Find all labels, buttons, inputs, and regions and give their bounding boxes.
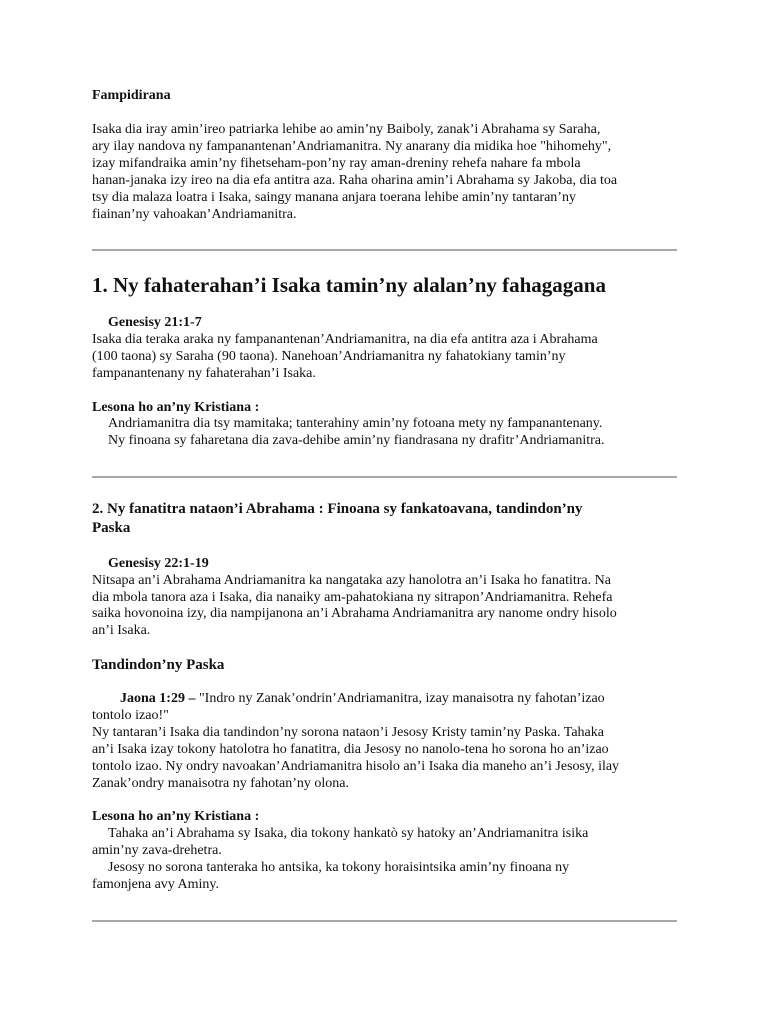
verse-line xyxy=(120,690,605,707)
section2-lesson-heading: Lesona ho an’ny Kristiana : xyxy=(92,809,260,824)
section1-line: fampanantenany ny fahaterahan’i Isaka. xyxy=(92,366,316,381)
section2-lesson-item: Jesosy no sorona tanteraka ho antsika, ka tokony horaisintsika amin’ny finoana ny xyxy=(108,860,570,875)
section1-ref: Genesisy 21:1-7 xyxy=(108,315,202,330)
section2-ref: Genesisy 22:1-19 xyxy=(108,556,209,571)
section2-lesson-item-cont: amin’ny zava-drehetra. xyxy=(92,843,222,858)
verse-ref: Jaona 1:29 xyxy=(120,691,185,706)
section2-lesson-item: Tahaka an’i Abrahama sy Isaka, dia tokony hankatò sy hatoky an’Andriamanitra isika xyxy=(108,826,589,841)
section1-line: Isaka dia teraka araka ny fampanantenan’Andriamanitra, na dia efa antitra aza i Abrahama xyxy=(92,332,598,347)
horizontal-rule xyxy=(92,249,677,251)
intro-line: Isaka dia iray amin’ireo patriarka lehibe ao amin’ny Baiboly, zanak’i Abrahama sy Saraha, xyxy=(92,122,601,137)
section1-lesson-heading: Lesona ho an’ny Kristiana : xyxy=(92,400,260,415)
section2-para-line: Zanak’ondry manaisotra ny fahotan’ny olona. xyxy=(92,776,349,791)
section2-line: saika hovonoina izy, dia nampijanona an’i Abrahama Andriamanitra ary nanome ondry hisolo xyxy=(92,606,617,621)
section2-title: Paska xyxy=(92,520,131,536)
verse-text: "Indro ny Zanak’ondrin’Andriamanitra, izay manaisotra ny fahotan’izao xyxy=(198,691,605,706)
section1-lesson-item: Ny finoana sy faharetana dia zava-dehibe amin’ny fiandrasana ny drafitr’Andriamanitra. xyxy=(108,433,605,448)
section2-lesson-item-cont: famonjena avy Aminy. xyxy=(92,877,220,892)
section2-line: Nitsapa an’i Abrahama Andriamanitra ka nangataka azy hanolotra an’i Isaka ho fanatitra. Na xyxy=(92,573,611,588)
verse-dash: – xyxy=(184,691,199,706)
section2-para-line: Ny tantaran’i Isaka dia tandindon’ny sorona nataon’i Jesosy Kristy tamin’ny Paska. Tahaka xyxy=(92,725,604,740)
section1-lesson-item: Andriamanitra dia tsy mamitaka; tanterahiny amin’ny fotoana mety ny fampanantenany. xyxy=(108,416,603,431)
section2-para-line: an’i Isaka izay tokony hatolotra ho fanatitra, dia Jesosy no nanolo-tena ho sorona ho an’izao xyxy=(92,742,609,757)
section2-line: dia mbola tanora aza i Isaka, dia nanaiky am-pahatokiana ny sitrapon’Andriamanitra. Rehefa xyxy=(92,590,613,605)
horizontal-rule xyxy=(92,476,677,478)
section2-para-line: tontolo izao. Ny ondry navoakan’Andriamanitra hisolo an’i Isaka dia maneho an’i Jesosy, ilay xyxy=(92,759,620,774)
horizontal-rule xyxy=(92,920,677,922)
section2-title: 2. Ny fanatitra nataon’i Abrahama : Finoana sy fankatoavana, tandindon’ny xyxy=(92,501,583,517)
intro-line: fiainan’ny vahoakan’Andriamanitra. xyxy=(92,207,297,222)
intro-line: tsy dia malaza loatra i Isaka, saingy manana anjara toerana lehibe amin’ny tantaran’ny xyxy=(92,190,576,205)
intro-line: hanan-janaka izy ireo na dia efa antitra aza. Raha oharina amin’i Abrahama sy Jakoba, dia toa xyxy=(92,173,618,188)
section2-line: an’i Isaka. xyxy=(92,623,151,638)
intro-line: ary ilay nandova ny fampanantenan’Andriamanitra. Ny anarany dia midika hoe "hihomehy", xyxy=(92,139,612,154)
section1-title: 1. Ny fahaterahan’i Isaka tamin’ny alalan’ny fahagagana xyxy=(92,273,606,297)
intro-heading: Fampidirana xyxy=(92,88,171,103)
section1-line: (100 taona) sy Saraha (90 taona). Nanehoan’Andriamanitra ny fahatokiany tamin’ny xyxy=(92,349,566,364)
section2-subheading: Tandindon’ny Paska xyxy=(92,657,225,673)
intro-line: izay mifandraika amin’ny fihetseham-pon’ny ray aman-dreniny rehefa nahare fa mbola xyxy=(92,156,581,171)
verse-text-cont: tontolo izao!" xyxy=(92,708,169,723)
